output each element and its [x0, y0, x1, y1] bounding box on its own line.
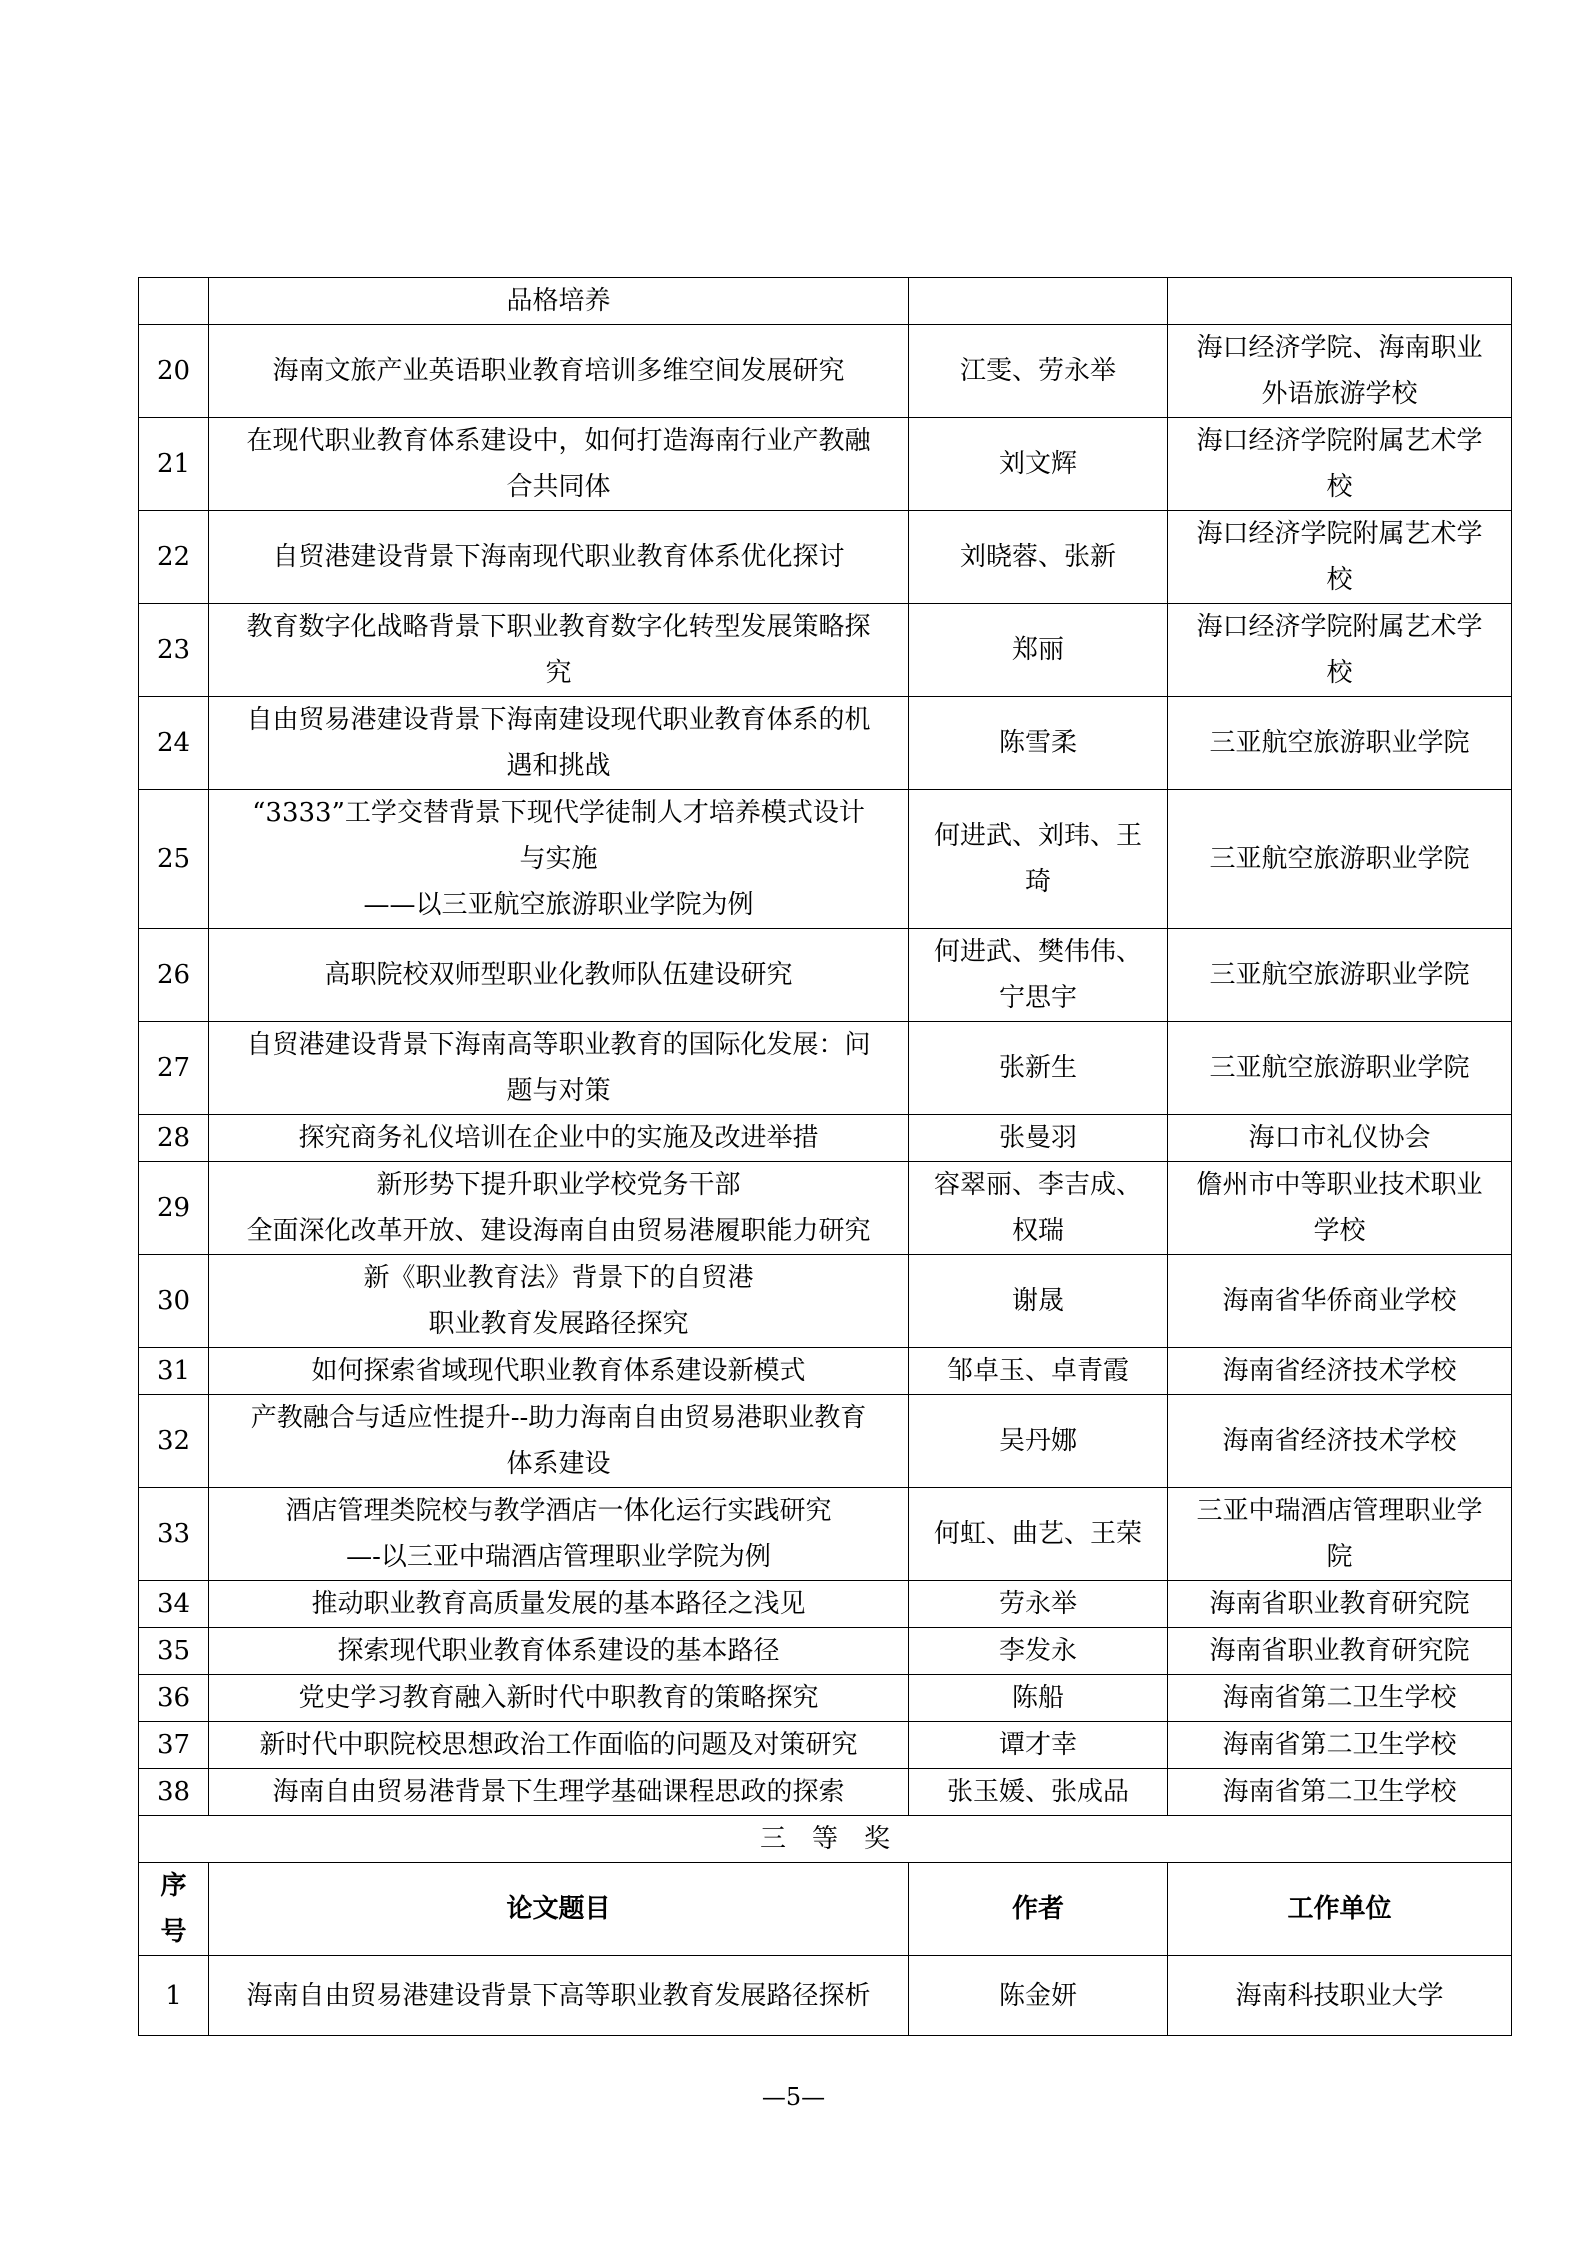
- row-number: 33: [139, 1488, 209, 1581]
- table-row: [139, 1162, 1512, 1255]
- table-row: [139, 1675, 1512, 1722]
- work-unit: 三亚中瑞酒店管理职业学 院: [1168, 1488, 1512, 1581]
- table-row: [139, 418, 1512, 511]
- work-unit: [1168, 278, 1512, 325]
- work-unit: 海南省经济技术学校: [1168, 1348, 1512, 1395]
- third-prize-rows: [139, 1956, 1512, 2036]
- paper-title: 如何探索省域现代职业教育体系建设新模式: [209, 1348, 909, 1395]
- second-prize-rows: [139, 278, 1512, 1816]
- paper-title: “3333”工学交替背景下现代学徒制人才培养模式设计 与实施 ——以三亚航空旅游职业学院为例: [209, 790, 909, 929]
- award-table: [138, 277, 1512, 2036]
- work-unit: 海南科技职业大学: [1168, 1956, 1512, 2036]
- section-row: [139, 1816, 1512, 1863]
- author-names: 张曼羽: [909, 1115, 1168, 1162]
- table-row: [139, 1628, 1512, 1675]
- row-number: 37: [139, 1722, 209, 1769]
- author-names: 张玉媛、张成品: [909, 1769, 1168, 1816]
- work-unit: 三亚航空旅游职业学院: [1168, 697, 1512, 790]
- author-names: 刘晓蓉、张新: [909, 511, 1168, 604]
- author-names: [909, 278, 1168, 325]
- author-names: 江雯、劳永举: [909, 325, 1168, 418]
- row-number: 25: [139, 790, 209, 929]
- work-unit: 海南省职业教育研究院: [1168, 1581, 1512, 1628]
- work-unit: 儋州市中等职业技术职业 学校: [1168, 1162, 1512, 1255]
- work-unit: 海南省经济技术学校: [1168, 1395, 1512, 1488]
- row-number: 29: [139, 1162, 209, 1255]
- author-names: 张新生: [909, 1022, 1168, 1115]
- paper-title: 新形势下提升职业学校党务干部 全面深化改革开放、建设海南自由贸易港履职能力研究: [209, 1162, 909, 1255]
- row-number: 30: [139, 1255, 209, 1348]
- work-unit: 海口经济学院附属艺术学 校: [1168, 511, 1512, 604]
- paper-title: 推动职业教育高质量发展的基本路径之浅见: [209, 1581, 909, 1628]
- row-number: 35: [139, 1628, 209, 1675]
- table-row: [139, 278, 1512, 325]
- author-names: 何进武、樊伟伟、 宁思宇: [909, 929, 1168, 1022]
- work-unit: 海口经济学院附属艺术学 校: [1168, 604, 1512, 697]
- paper-title: 产教融合与适应性提升--助力海南自由贸易港职业教育 体系建设: [209, 1395, 909, 1488]
- paper-title: 海南文旅产业英语职业教育培训多维空间发展研究: [209, 325, 909, 418]
- row-number: 26: [139, 929, 209, 1022]
- row-number: 36: [139, 1675, 209, 1722]
- paper-title: 品格培养: [209, 278, 909, 325]
- table-row: [139, 929, 1512, 1022]
- paper-title: 海南自由贸易港背景下生理学基础课程思政的探索: [209, 1769, 909, 1816]
- row-number: 21: [139, 418, 209, 511]
- row-number: 1: [139, 1956, 209, 2036]
- work-unit: 海南省华侨商业学校: [1168, 1255, 1512, 1348]
- table-row: [139, 790, 1512, 929]
- work-unit: 海口经济学院、海南职业 外语旅游学校: [1168, 325, 1512, 418]
- table-row: [139, 1395, 1512, 1488]
- work-unit: 海口经济学院附属艺术学 校: [1168, 418, 1512, 511]
- work-unit: 海南省第二卫生学校: [1168, 1675, 1512, 1722]
- row-number: 22: [139, 511, 209, 604]
- row-number: 31: [139, 1348, 209, 1395]
- paper-title: 党史学习教育融入新时代中职教育的策略探究: [209, 1675, 909, 1722]
- header-title: 论文题目: [209, 1863, 909, 1956]
- author-names: 李发永: [909, 1628, 1168, 1675]
- work-unit: 海南省第二卫生学校: [1168, 1722, 1512, 1769]
- author-names: 谭才幸: [909, 1722, 1168, 1769]
- paper-title: 教育数字化战略背景下职业教育数字化转型发展策略探 究: [209, 604, 909, 697]
- author-names: 何虹、曲艺、王荣: [909, 1488, 1168, 1581]
- header-authors: 作者: [909, 1863, 1168, 1956]
- row-number: 27: [139, 1022, 209, 1115]
- author-names: 吴丹娜: [909, 1395, 1168, 1488]
- paper-title: 新《职业教育法》背景下的自贸港 职业教育发展路径探究: [209, 1255, 909, 1348]
- work-unit: 海南省第二卫生学校: [1168, 1769, 1512, 1816]
- paper-title: 在现代职业教育体系建设中，如何打造海南行业产教融 合共同体: [209, 418, 909, 511]
- paper-title: 海南自由贸易港建设背景下高等职业教育发展路径探析: [209, 1956, 909, 2036]
- row-number: 20: [139, 325, 209, 418]
- paper-title: 酒店管理类院校与教学酒店一体化运行实践研究 —-以三亚中瑞酒店管理职业学院为例: [209, 1488, 909, 1581]
- row-number: 23: [139, 604, 209, 697]
- row-number: 34: [139, 1581, 209, 1628]
- work-unit: 三亚航空旅游职业学院: [1168, 1022, 1512, 1115]
- table-header-row: [139, 1863, 1512, 1956]
- author-names: 陈船: [909, 1675, 1168, 1722]
- paper-title: 自贸港建设背景下海南现代职业教育体系优化探讨: [209, 511, 909, 604]
- author-names: 陈雪柔: [909, 697, 1168, 790]
- paper-title: 探索现代职业教育体系建设的基本路径: [209, 1628, 909, 1675]
- paper-title: 新时代中职院校思想政治工作面临的问题及对策研究: [209, 1722, 909, 1769]
- paper-title: 探究商务礼仪培训在企业中的实施及改进举措: [209, 1115, 909, 1162]
- table-row: [139, 1488, 1512, 1581]
- row-number: 28: [139, 1115, 209, 1162]
- table-row: [139, 1722, 1512, 1769]
- row-number: 38: [139, 1769, 209, 1816]
- table-row: [139, 1022, 1512, 1115]
- row-number: 32: [139, 1395, 209, 1488]
- work-unit: 海口市礼仪协会: [1168, 1115, 1512, 1162]
- table-row: [139, 1581, 1512, 1628]
- author-names: 刘文辉: [909, 418, 1168, 511]
- table-row: [139, 325, 1512, 418]
- table-row: [139, 1255, 1512, 1348]
- table-row: [139, 1348, 1512, 1395]
- row-number: 24: [139, 697, 209, 790]
- header-no: 序 号: [139, 1863, 209, 1956]
- table-row: [139, 697, 1512, 790]
- header-unit: 工作单位: [1168, 1863, 1512, 1956]
- table-row: [139, 511, 1512, 604]
- paper-title: 高职院校双师型职业化教师队伍建设研究: [209, 929, 909, 1022]
- section-title: 三等奖: [139, 1816, 1512, 1863]
- page-number: —5—: [761, 2083, 826, 2111]
- author-names: 陈金妍: [909, 1956, 1168, 2036]
- work-unit: 海南省职业教育研究院: [1168, 1628, 1512, 1675]
- author-names: 邹卓玉、卓青霞: [909, 1348, 1168, 1395]
- table-row: [139, 1115, 1512, 1162]
- paper-title: 自贸港建设背景下海南高等职业教育的国际化发展：问 题与对策: [209, 1022, 909, 1115]
- table-row: [139, 604, 1512, 697]
- work-unit: 三亚航空旅游职业学院: [1168, 929, 1512, 1022]
- author-names: 容翠丽、李吉成、 权瑞: [909, 1162, 1168, 1255]
- work-unit: 三亚航空旅游职业学院: [1168, 790, 1512, 929]
- table-row: [139, 1956, 1512, 2036]
- row-number: [139, 278, 209, 325]
- author-names: 郑丽: [909, 604, 1168, 697]
- author-names: 何进武、刘玮、王 琦: [909, 790, 1168, 929]
- table-row: [139, 1769, 1512, 1816]
- author-names: 谢晟: [909, 1255, 1168, 1348]
- author-names: 劳永举: [909, 1581, 1168, 1628]
- paper-title: 自由贸易港建设背景下海南建设现代职业教育体系的机 遇和挑战: [209, 697, 909, 790]
